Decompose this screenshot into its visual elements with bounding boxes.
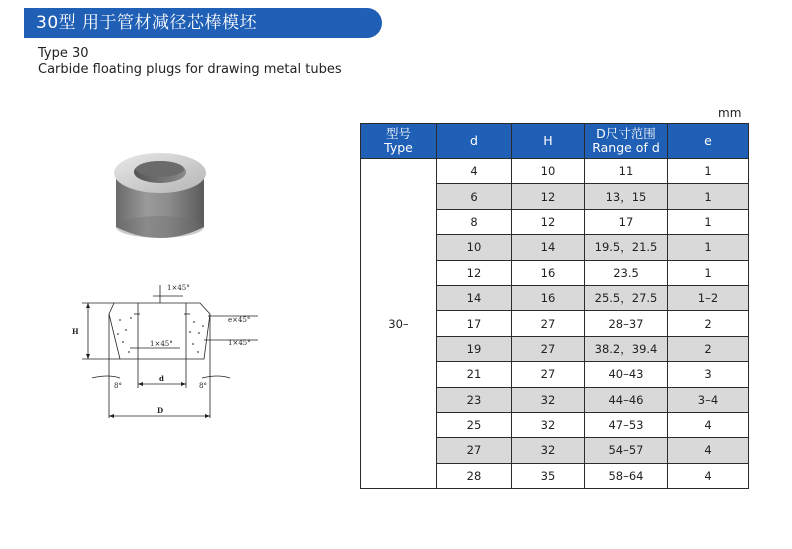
cell-d: 6	[437, 184, 512, 209]
cell-H: 10	[512, 159, 585, 184]
chamfer-e-label: e×45°	[228, 316, 251, 324]
cell-e: 3–4	[668, 387, 749, 412]
type-label: Type 30	[38, 46, 89, 61]
cell-d: 23	[437, 387, 512, 412]
table-header-row	[361, 124, 749, 159]
cell-d: 27	[437, 438, 512, 463]
cell-range: 11	[585, 159, 668, 184]
cell-e: 1	[668, 184, 749, 209]
cell-e: 1	[668, 209, 749, 234]
angle-left-label: 8°	[114, 382, 122, 390]
cell-range: 40–43	[585, 362, 668, 387]
cell-range: 13，15	[585, 184, 668, 209]
cell-H: 27	[512, 336, 585, 361]
chamfer-right-label: 1×45°	[228, 339, 251, 347]
cell-H: 14	[512, 235, 585, 260]
cell-H: 16	[512, 260, 585, 285]
cell-e: 4	[668, 412, 749, 437]
cell-H: 35	[512, 463, 585, 488]
cell-range: 47–53	[585, 412, 668, 437]
dimension-d-label: d	[159, 374, 164, 383]
cell-e: 2	[668, 336, 749, 361]
cell-e: 4	[668, 463, 749, 488]
cell-d: 10	[437, 235, 512, 260]
type-cell: 30–	[361, 159, 437, 489]
cell-range: 25.5，27.5	[585, 285, 668, 310]
cell-e: 4	[668, 438, 749, 463]
product-photo	[100, 145, 220, 245]
header-e: e	[668, 124, 749, 159]
chamfer-top-label: 1×45°	[167, 284, 190, 292]
angle-right-label: 8°	[199, 382, 207, 390]
dimension-H-label: H	[72, 327, 79, 336]
section-title-banner: 30型 用于管材减径芯棒模坯	[24, 8, 382, 38]
header-type	[361, 124, 437, 159]
cell-range: 44–46	[585, 387, 668, 412]
cell-e: 2	[668, 311, 749, 336]
cell-range: 23.5	[585, 260, 668, 285]
spec-table	[360, 123, 749, 489]
header-H: H	[512, 124, 585, 159]
header-range-cn: D尺寸范围	[596, 126, 656, 141]
cell-e: 1	[668, 260, 749, 285]
cell-d: 8	[437, 209, 512, 234]
header-type-en: Type	[384, 140, 413, 155]
cell-H: 16	[512, 285, 585, 310]
header-d: d	[437, 124, 512, 159]
cell-e: 1–2	[668, 285, 749, 310]
chamfer-mid-label: 1×45°	[150, 340, 173, 348]
cell-range: 38.2，39.4	[585, 336, 668, 361]
cell-d: 28	[437, 463, 512, 488]
technical-drawing	[68, 270, 268, 430]
cell-e: 1	[668, 159, 749, 184]
dimension-D-label: D	[157, 406, 164, 415]
cell-range: 54–57	[585, 438, 668, 463]
cell-range: 58–64	[585, 463, 668, 488]
header-type-cn: 型号	[385, 126, 411, 141]
cell-e: 1	[668, 235, 749, 260]
cell-H: 12	[512, 209, 585, 234]
unit-label: mm	[718, 106, 742, 120]
product-description: Carbide floating plugs for drawing metal tubes	[38, 62, 342, 77]
cell-d: 14	[437, 285, 512, 310]
cell-d: 19	[437, 336, 512, 361]
cell-H: 32	[512, 438, 585, 463]
cell-H: 32	[512, 387, 585, 412]
cell-d: 4	[437, 159, 512, 184]
cell-range: 17	[585, 209, 668, 234]
cell-range: 28–37	[585, 311, 668, 336]
table-row	[361, 159, 749, 184]
header-range	[585, 124, 668, 159]
header-range-en: Range of d	[592, 140, 660, 155]
cell-d: 17	[437, 311, 512, 336]
cell-e: 3	[668, 362, 749, 387]
cell-range: 19.5，21.5	[585, 235, 668, 260]
cell-H: 12	[512, 184, 585, 209]
cell-H: 27	[512, 362, 585, 387]
cell-d: 25	[437, 412, 512, 437]
cell-d: 21	[437, 362, 512, 387]
cell-H: 27	[512, 311, 585, 336]
cell-d: 12	[437, 260, 512, 285]
cell-H: 32	[512, 412, 585, 437]
